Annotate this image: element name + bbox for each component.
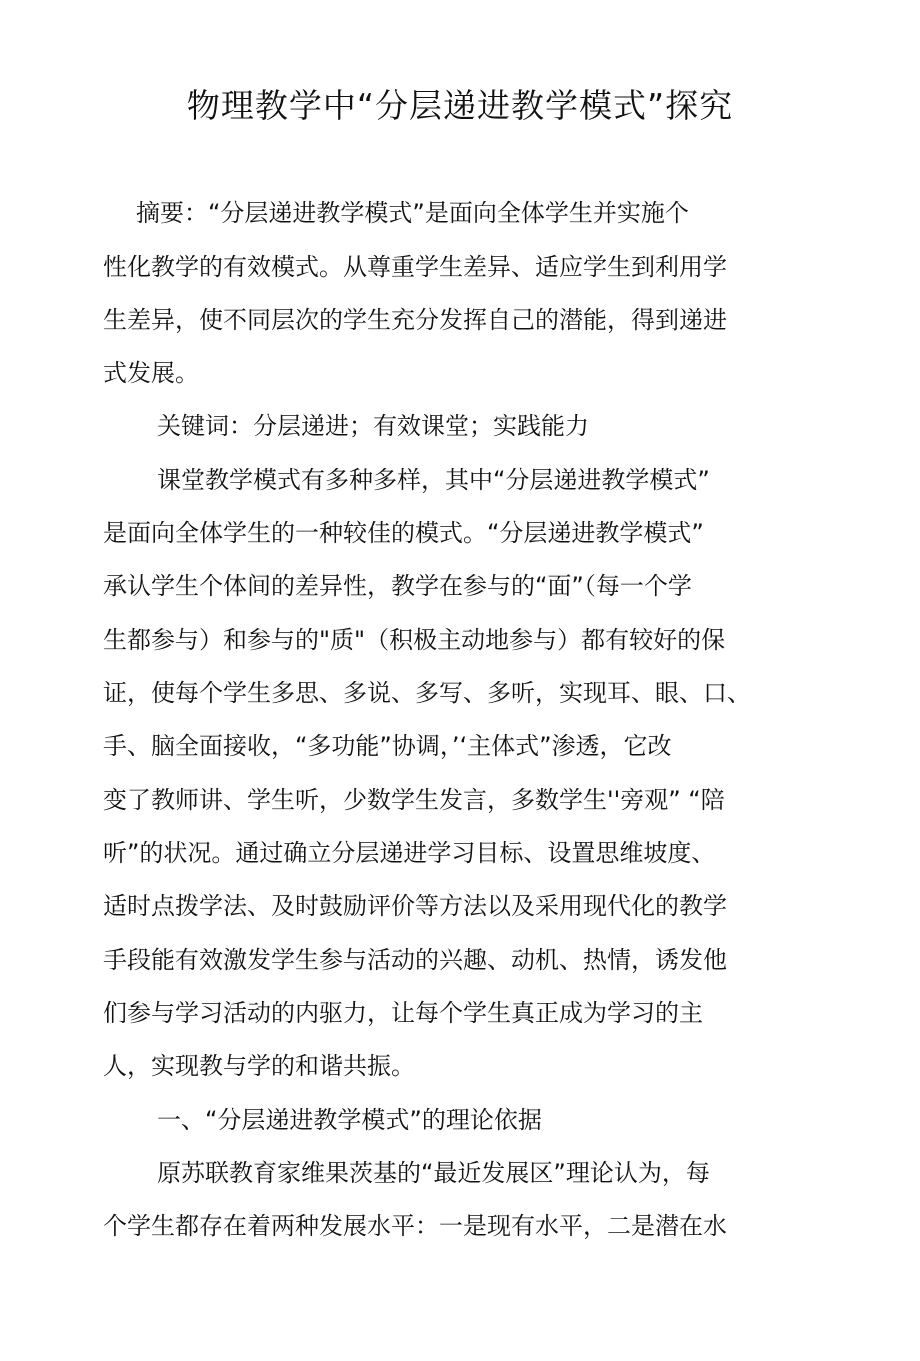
body-line-6: 手、脑全面接收，“多功能”协调，’‘主体式”渗透，它改 <box>103 732 672 760</box>
abstract-line-3: 生差异，使不同层次的学生充分发挥自己的潜能，得到递进 <box>103 306 727 334</box>
theory-line-2: 个学生都存在着两种发展水平：一是现有水平，二是潜在水 <box>103 1212 727 1240</box>
body-line-9: 适时点拨学法、及时鼓励评价等方法以及采用现代化的教学 <box>103 892 727 920</box>
section-heading-1: 一、“分层递进教学模式”的理论依据 <box>157 1106 542 1134</box>
body-line-11: 们参与学习活动的内驱力，让每个学生真正成为学习的主 <box>103 999 703 1027</box>
body-line-8: 听”的状况。通过确立分层递进学习目标、设置思维坡度、 <box>103 839 716 867</box>
body-line-12: 人，实现教与学的和谐共振。 <box>103 1052 415 1080</box>
body-line-7: 变了教师讲、学生听，少数学生发言，多数学生''旁观” “陪 <box>103 786 725 814</box>
document-title: 物理教学中“分层递进教学模式”探究 <box>186 86 734 125</box>
keywords-line: 关键词：分层递进；有效课堂；实践能力 <box>157 412 589 440</box>
theory-line-1: 原苏联教育家维果茨基的“最近发展区”理论认为，每 <box>157 1159 710 1187</box>
body-line-2: 是面向全体学生的一种较佳的模式。“分层递进教学模式” <box>103 519 704 547</box>
abstract-line-1: 摘要：“分层递进教学模式”是面向全体学生并实施个 <box>136 199 689 227</box>
body-line-4: 生都参与）和参与的"质"（积极主动地参与）都有较好的保 <box>103 626 726 654</box>
body-line-1: 课堂教学模式有多种多样，其中“分层递进教学模式” <box>157 466 710 494</box>
body-line-3: 承认学生个体间的差异性，教学在参与的“面”（每一个学 <box>103 572 692 600</box>
body-line-10: 手段能有效激发学生参与活动的兴趣、动机、热情，诱发他 <box>103 946 727 974</box>
abstract-line-2: 性化教学的有效模式。从尊重学生差异、适应学生到利用学 <box>103 253 727 281</box>
body-line-5: 证，使每个学生多思、多说、多写、多听，实现耳、眼、口、 <box>103 679 751 707</box>
abstract-line-4: 式发展。 <box>103 359 199 387</box>
